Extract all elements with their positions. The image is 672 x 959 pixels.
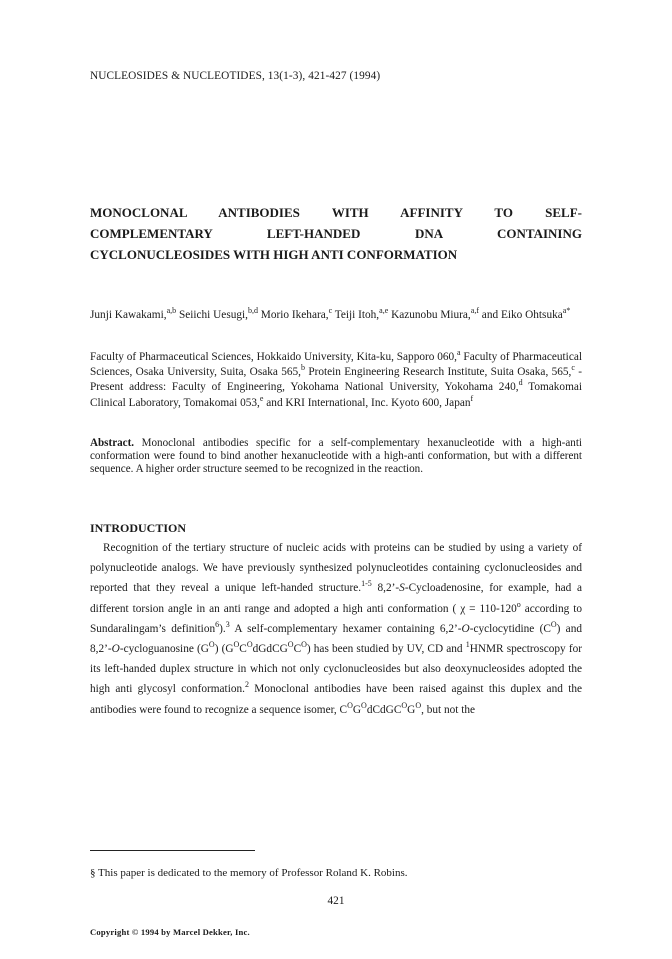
affiliations — [90, 350, 582, 411]
superscript: 3 — [225, 620, 230, 630]
author-name: Teiji Itoh, — [332, 309, 380, 321]
abstract-text: Monoclonal antibodies specific for a self-complementary hexanucleotide with a high-anti conformation were found to bind another hexanucleotide with a high-anti conformation, but with a different sequence. A higher order structure seemed to be recognized in the reaction. — [90, 437, 582, 476]
superscript: 1-5 — [361, 579, 372, 589]
text-run: dGdCG — [252, 643, 288, 656]
text-run: ) has been studied by UV, CD and — [306, 643, 466, 656]
article-title — [90, 202, 582, 265]
affiliation-mark: b — [301, 363, 305, 373]
affiliation-mark: d — [518, 378, 523, 388]
journal-citation: NUCLEOSIDES & NUCLEOTIDES, 13(1-3), 421-427 (1994) — [90, 70, 381, 82]
author-name: and Eiko Ohtsuka — [478, 309, 563, 321]
superscript: 2 — [244, 680, 249, 690]
superscript: O — [233, 640, 240, 650]
footnote-divider — [90, 850, 255, 851]
text-run: HNMR spectroscopy for its left-handed duplex structure in which not only cyclonucleosides but also deoxynucleosides adopted the high anti glycosyl conformation. — [90, 643, 582, 696]
introduction-paragraph — [90, 538, 582, 720]
superscript: O — [287, 640, 294, 650]
italic-run: O — [111, 643, 120, 656]
author-name: Seiichi Uesugi, — [176, 309, 248, 321]
title-line-2: COMPLEMENTARY LEFT-HANDED DNA CONTAINING — [90, 226, 582, 241]
author-affiliation-mark: a,b — [166, 306, 177, 316]
superscript: o — [516, 599, 521, 609]
abstract-label: Abstract. — [90, 437, 135, 449]
author-affiliation-mark: a,f — [470, 306, 479, 316]
italic-run: S — [399, 582, 405, 595]
author-name: Kazunobu Miura, — [388, 309, 471, 321]
affiliation-mark: a — [457, 348, 461, 358]
text-run: G — [407, 703, 416, 716]
superscript: 1 — [465, 640, 470, 650]
author-affiliation-mark: a* — [562, 306, 571, 316]
affiliation-text: - Present address: Faculty of Engineering, Yokohama National University, Yokohama 240, — [90, 366, 582, 394]
title-line-1: MONOCLONAL ANTIBODIES WITH AFFINITY TO SELF- — [90, 205, 582, 220]
superscript: O — [401, 700, 408, 710]
text-run: ) (G — [214, 643, 234, 656]
copyright-notice: Copyright © 1994 by Marcel Dekker, Inc. — [90, 927, 250, 937]
affiliation-text: and KRI International, Inc. Kyoto 600, Japan — [263, 396, 471, 409]
text-run: ) and 8,2’- — [90, 622, 582, 656]
title-line-3: CYCLONUCLEOSIDES WITH HIGH ANTI CONFORMATION — [90, 247, 458, 262]
text-run: , but not the — [421, 703, 476, 716]
superscript: O — [208, 640, 215, 650]
text-run: -cycloguanosine (G — [119, 643, 209, 656]
text-run: C — [239, 643, 247, 656]
superscript: O — [246, 640, 253, 650]
superscript: O — [347, 700, 353, 710]
author-name: Morio Ikehara, — [257, 309, 329, 321]
page-number: 421 — [327, 895, 345, 907]
text-run: Recognition of the tertiary structure of nucleic acids with proteins can be studied by using a variety of polynucleotide analogs. We have previously synthesized polynucleotides containing cyclonucleosides and reported that they reveal a unique left-handed structure. — [90, 542, 582, 595]
text-run: A self-complementary hexamer containing 6,2’- — [229, 622, 462, 635]
superscript: O — [550, 620, 557, 630]
text-run: Monoclonal antibodies have been raised against this duplex and the antibodies were found to recognize a sequence isomer, C — [90, 683, 582, 716]
affiliation-mark: e — [259, 393, 264, 403]
abstract — [90, 437, 582, 477]
affiliation-text: Protein Engineering Research Institute, Suita Osaka, 565, — [305, 366, 572, 379]
text-run: C — [293, 643, 302, 656]
text-run: 8,2’- — [371, 582, 400, 595]
affiliation-text: Faculty of Pharmaceutical Sciences, Osaka University, Suita, Osaka 565, — [90, 351, 582, 379]
author-affiliation-mark: b,d — [247, 306, 258, 316]
superscript: O — [415, 700, 422, 710]
affiliation-text: Faculty of Pharmaceutical Sciences, Hokkaido University, Kita-ku, Sapporo 060, — [90, 351, 458, 363]
italic-run: O — [461, 622, 470, 635]
affiliation-text: Tomakomai Clinical Laboratory, Tomakomai 053, — [90, 381, 583, 409]
text-run: according to Sundaralingam’s definition — [90, 602, 582, 635]
superscript: O — [301, 640, 307, 650]
affiliation-mark: c — [571, 363, 575, 373]
section-heading: INTRODUCTION — [90, 521, 187, 535]
author-name: Junji Kawakami, — [90, 309, 167, 321]
superscript: 6 — [215, 620, 220, 630]
text-run: -Cycloadenosine, for example, had a different torsion angle in an anti range and adopted a high anti conformation ( χ = 110-120 — [90, 582, 582, 615]
text-run: dCdGC — [366, 703, 402, 716]
text-run: -cyclocytidine (C — [469, 622, 551, 635]
text-run: ). — [219, 622, 226, 635]
footnote: § This paper is dedicated to the memory of Professor Roland K. Robins. — [90, 867, 408, 879]
affiliation-mark: f — [470, 393, 474, 403]
superscript: O — [361, 700, 367, 710]
author-list — [90, 308, 582, 322]
author-affiliation-mark: c — [328, 306, 333, 316]
text-run: G — [352, 703, 362, 716]
author-affiliation-mark: a,e — [379, 306, 389, 316]
